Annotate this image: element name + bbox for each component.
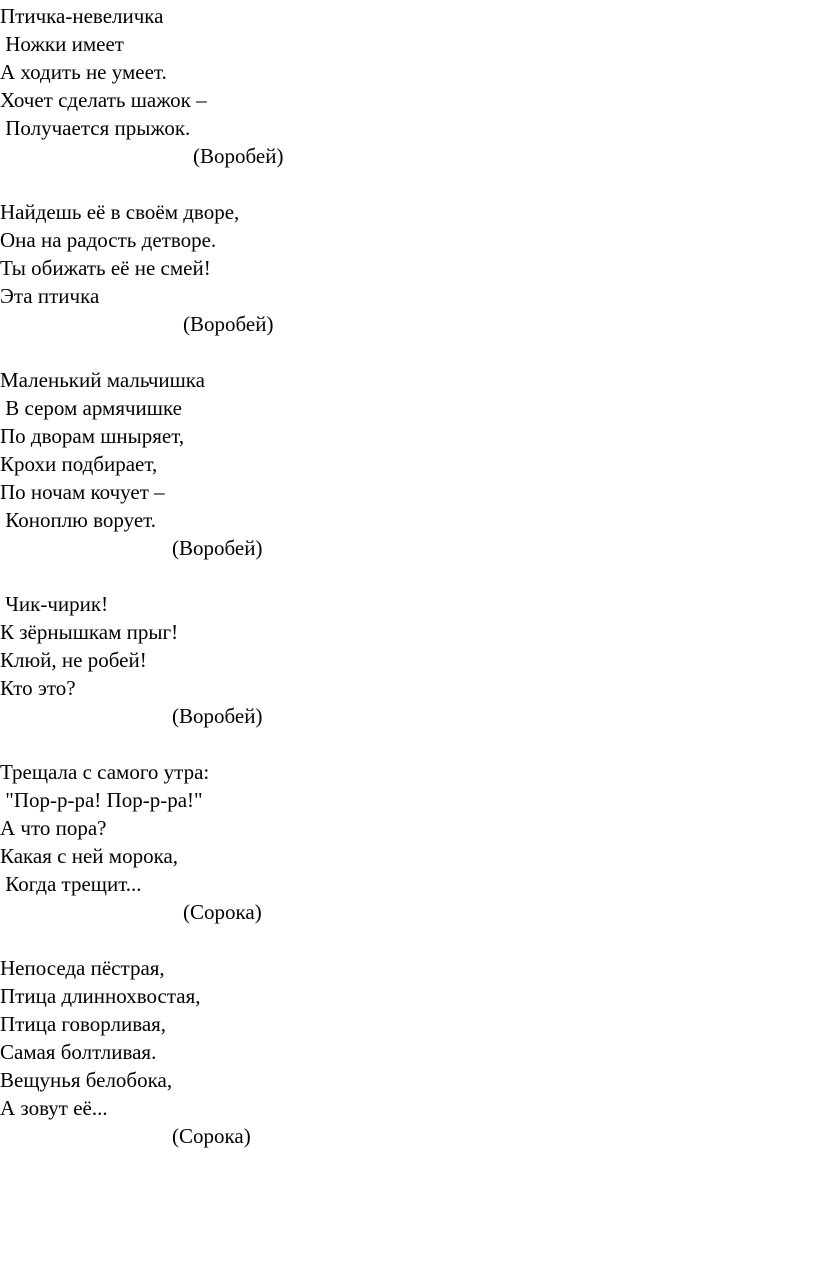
- riddle-6: [0, 954, 800, 1150]
- riddle-answer: (Воробей): [183, 312, 274, 336]
- riddle-line: Ты обижать её не смей!: [0, 256, 211, 280]
- riddle-line: "Пор-р-ра! Пор-р-ра!": [0, 788, 203, 812]
- riddle-line: В сером армячишке: [0, 396, 182, 420]
- riddle-line: Кто это?: [0, 676, 76, 700]
- riddle-answer: (Воробей): [172, 704, 263, 728]
- riddle-line: Маленький мальчишка: [0, 368, 206, 392]
- riddle-line: А что пора?: [0, 816, 107, 840]
- riddle-line: Коноплю ворует.: [0, 508, 156, 532]
- riddle-line: К зёрнышкам прыг!: [0, 620, 179, 644]
- riddle-line: По ночам кочует –: [0, 480, 165, 504]
- riddle-3: [0, 366, 800, 562]
- riddle-line: По дворам шныряет,: [0, 424, 185, 448]
- riddle-answer: (Сорока): [172, 1124, 251, 1148]
- riddle-line: Какая с ней морока,: [0, 844, 179, 868]
- riddle-line: Ножки имеет: [0, 32, 124, 56]
- riddle-line: Эта птичка: [0, 284, 100, 308]
- riddle-line: Непоседа пёстрая,: [0, 956, 165, 980]
- riddle-line: Найдешь её в своём дворе,: [0, 200, 240, 224]
- riddle-line: Птичка-невеличка: [0, 4, 164, 28]
- riddle-1: [0, 2, 800, 170]
- riddle-line: А зовут её...: [0, 1096, 108, 1120]
- riddle-line: Хочет сделать шажок –: [0, 88, 207, 112]
- riddle-line: Когда трещит...: [0, 872, 142, 896]
- riddle-line: Трещала с самого утра:: [0, 760, 210, 784]
- riddle-line: Вещунья белобока,: [0, 1068, 173, 1092]
- riddle-5: [0, 758, 800, 926]
- riddle-4: [0, 590, 800, 730]
- riddle-line: Чик-чирик!: [0, 592, 109, 616]
- riddle-line: Получается прыжок.: [0, 116, 191, 140]
- riddle-line: Птица говорливая,: [0, 1012, 167, 1036]
- riddle-line: А ходить не умеет.: [0, 60, 167, 84]
- riddle-answer: (Воробей): [193, 144, 284, 168]
- riddle-answer: (Воробей): [172, 536, 263, 560]
- riddle-line: Клюй, не робей!: [0, 648, 147, 672]
- riddle-2: [0, 198, 800, 338]
- riddle-answer: (Сорока): [183, 900, 262, 924]
- riddle-line: Она на радость детворе.: [0, 228, 217, 252]
- riddle-line: Крохи подбирает,: [0, 452, 158, 476]
- riddle-line: Самая болтливая.: [0, 1040, 157, 1064]
- riddle-line: Птица длиннохвостая,: [0, 984, 201, 1008]
